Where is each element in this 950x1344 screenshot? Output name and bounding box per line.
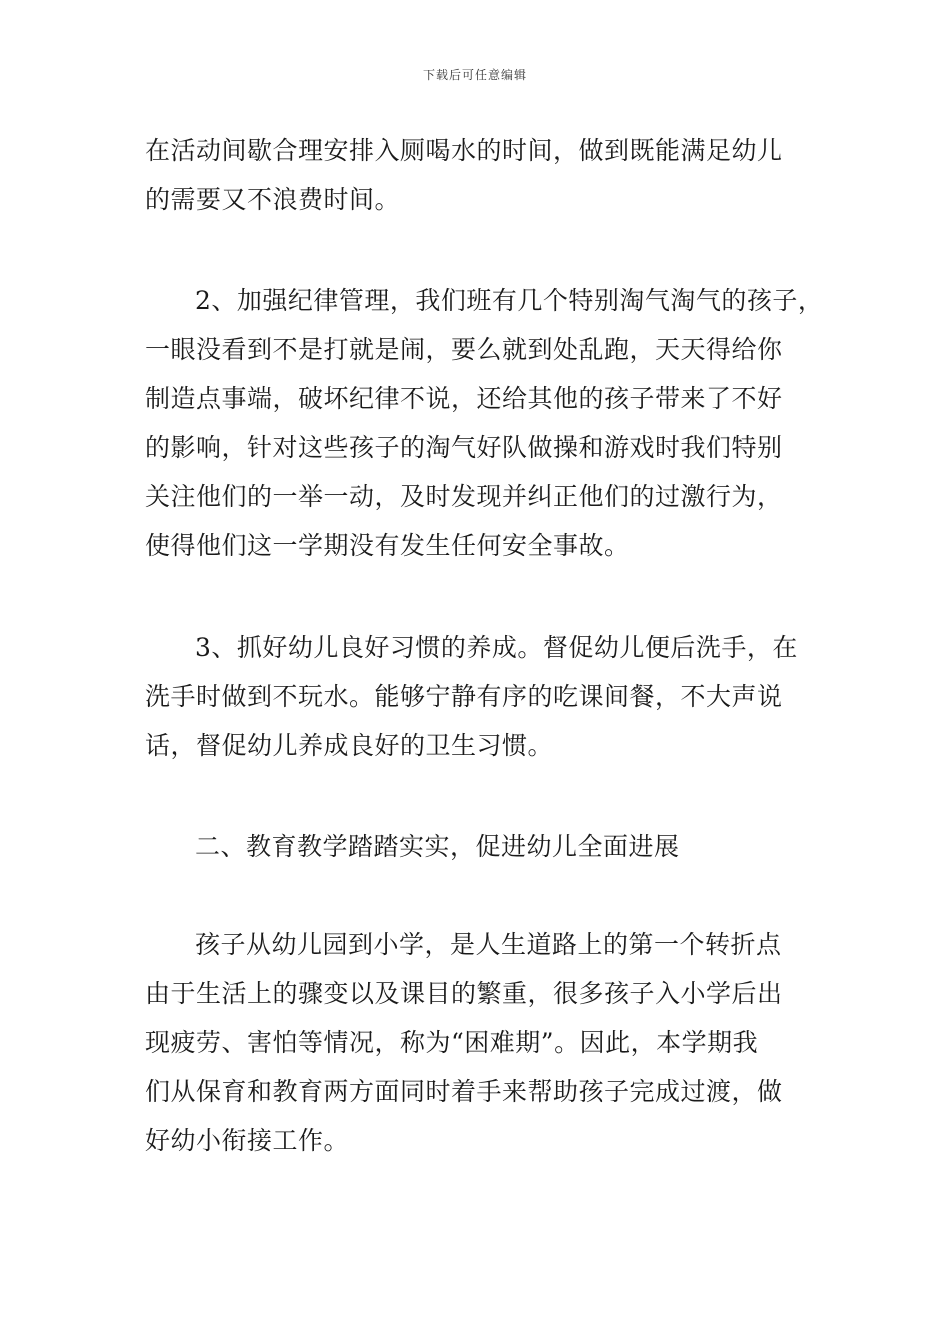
text-line: 的影响，针对这些孩子的淘气好队做操和游戏时我们特别	[145, 433, 783, 462]
page-header: 下载后可任意编辑	[422, 68, 527, 82]
text-line: 3、抓好幼儿良好习惯的养成。督促幼儿便后洗手，在	[195, 633, 798, 662]
text-line: 话，督促幼儿养成良好的卫生习惯。	[145, 731, 554, 760]
text-line: 现疲劳、害怕等情况，称为“困难期”。因此，本学期我	[145, 1028, 759, 1057]
text-line: 洗手时做到不玩水。能够宁静有序的吃课间餐，不大声说	[145, 682, 783, 711]
text-line: 一眼没看到不是打就是闹，要么就到处乱跑，天天得给你	[145, 335, 783, 364]
text-line: 二、教育教学踏踏实实，促进幼儿全面进展	[195, 832, 680, 861]
text-line: 的需要又不浪费时间。	[145, 185, 401, 214]
paragraph-transition	[145, 920, 815, 1165]
paragraph-discipline	[145, 276, 824, 570]
text-line: 制造点事端，破坏纪律不说，还给其他的孩子带来了不好	[145, 384, 783, 413]
text-line: 使得他们这一学期没有发生任何安全事故。	[145, 531, 630, 560]
text-line: 好幼小衔接工作。	[145, 1126, 350, 1155]
text-line: 由于生活上的骤变以及课目的繁重，很多孩子入小学后出	[145, 979, 783, 1008]
section-heading	[145, 822, 815, 871]
text-line: 孩子从幼儿园到小学，是人生道路上的第一个转折点	[195, 930, 782, 959]
paragraph-habits	[145, 623, 815, 770]
text-line: 关注他们的一举一动，及时发现并纠正他们的过激行为，	[145, 482, 783, 511]
text-line: 们从保育和教育两方面同时着手来帮助孩子完成过渡，做	[145, 1077, 783, 1106]
text-line: 2、加强纪律管理，我们班有几个特别淘气淘气的孩子，	[195, 286, 824, 315]
text-line: 在活动间歇合理安排入厕喝水的时间，做到既能满足幼儿	[145, 136, 783, 165]
paragraph-continuation	[145, 126, 815, 224]
